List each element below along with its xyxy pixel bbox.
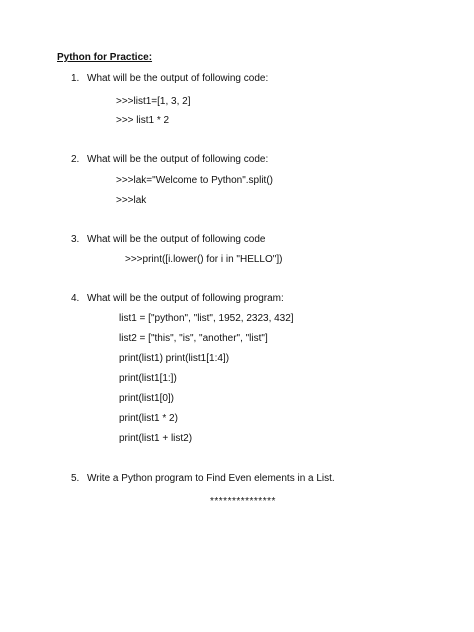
question-2	[71, 154, 268, 165]
question-5	[71, 473, 335, 484]
question-1	[71, 73, 268, 84]
code-line: >>>lak="Welcome to Python".split()	[116, 175, 273, 186]
document-title: Python for Practice:	[57, 52, 153, 63]
question-text: What will be the output of following code:	[87, 154, 269, 165]
code-line: print(list1[0])	[119, 393, 175, 404]
question-number: 4.	[71, 293, 80, 304]
question-number: 2.	[71, 154, 80, 165]
code-line: >>>lak	[116, 195, 147, 206]
code-line: print(list1 * 2)	[119, 413, 178, 424]
code-line: >>>list1=[1, 3, 2]	[116, 96, 191, 107]
question-text: Write a Python program to Find Even elements in a List.	[87, 473, 335, 484]
question-number: 3.	[71, 234, 80, 245]
question-3	[71, 234, 265, 245]
question-number: 5.	[71, 473, 80, 484]
question-text: What will be the output of following code	[87, 234, 266, 245]
code-line: print(list1 + list2)	[119, 433, 193, 444]
footer-separator: ***************	[210, 496, 276, 507]
code-line: list1 = ["python", "list", 1952, 2323, 432]	[119, 313, 294, 324]
code-line: print(list1) print(list1[1:4])	[119, 353, 230, 364]
question-number: 1.	[71, 73, 80, 84]
code-line: list2 = ["this", "is", "another", "list"]	[119, 333, 268, 344]
question-text: What will be the output of following program:	[87, 293, 284, 304]
code-line: >>> list1 * 2	[116, 115, 170, 126]
question-text: What will be the output of following code:	[87, 73, 269, 84]
code-line: >>>print([i.lower() for i in "HELLO"])	[125, 254, 283, 265]
code-line: print(list1[1:])	[119, 373, 177, 384]
question-4	[71, 293, 284, 304]
